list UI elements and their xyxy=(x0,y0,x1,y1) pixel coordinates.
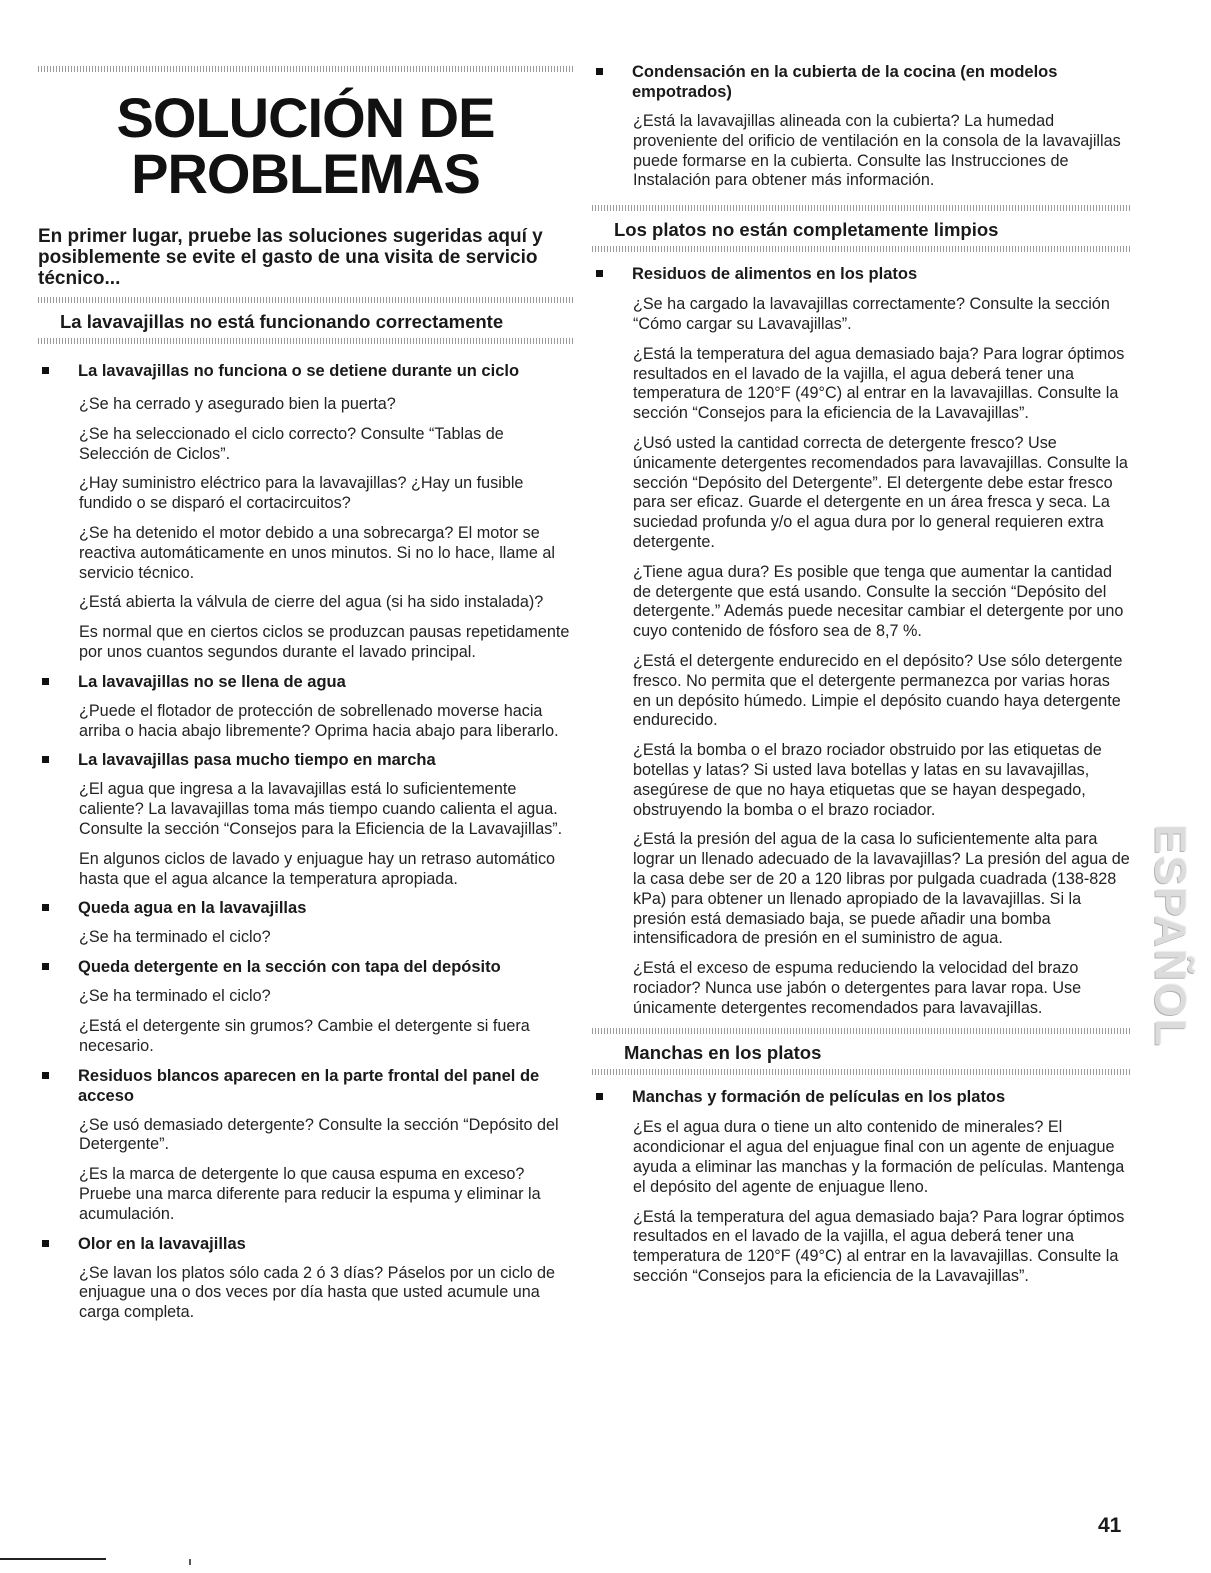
problem-text: ¿Es la marca de detergente lo que causa espuma en exceso? Pruebe una marca diferente para reducir la espuma y eliminar la acumulación. xyxy=(79,1165,541,1223)
page-number: 41 xyxy=(1098,1514,1122,1537)
problem-text: ¿Se ha terminado el ciclo? xyxy=(79,928,271,947)
section-heading: Manchas en los platos xyxy=(624,1042,822,1064)
problem-text: ¿Está el exceso de espuma reduciendo la velocidad del brazo rociador? Nunca use jabón o detergentes para lavar ropa. Use únicamente detergentes recomendados para lavavajillas. xyxy=(633,959,1082,1017)
bullet-square xyxy=(42,1240,49,1247)
bullet-square xyxy=(596,68,603,75)
problem-heading: Olor en la lavavajillas xyxy=(38,1234,573,1254)
problem-text: ¿El agua que ingresa a la lavavajillas está lo suficientemente caliente? La lavavajillas toma más tiempo cuando calienta el agua. Consulte la sección “Consejos para la Eficiencia de la Lavavajillas”. xyxy=(79,780,563,838)
title-line-1: SOLUCIÓN DE xyxy=(116,86,495,149)
language-side-tab xyxy=(1146,812,1195,1060)
problem-text: Es normal que en ciertos ciclos se produzcan pausas repetidamente por unos cuantos segundos durante el lavado principal. xyxy=(79,623,570,661)
problem-text: ¿Se lavan los platos sólo cada 2 ó 3 días? Páselos por un ciclo de enjuague una o dos veces por día hasta que usted acumule una carga completa. xyxy=(79,1263,556,1322)
right-column xyxy=(592,0,1130,1287)
problem-text: ¿Hay suministro eléctrico para la lavavajillas? ¿Hay un fusible fundido o se disparó el cortacircuitos? xyxy=(79,474,524,513)
problem-text: ¿Está el detergente endurecido en el depósito? Use sólo detergente fresco. No permita que el detergente permanezca por varias horas en un depósito húmedo. Limpie el depósito cuando haya detergente endurecido. xyxy=(633,651,1123,730)
bullet-square xyxy=(596,270,603,277)
problem-heading: Residuos de alimentos en los platos xyxy=(592,264,1130,284)
bullet-square xyxy=(42,963,49,970)
section-divider-top xyxy=(592,205,1130,211)
problem-text: ¿Es el agua dura o tiene un alto contenido de minerales? El acondicionar el agua del enjuague final con un agente de enjuague ayuda a eliminar las manchas y la formación de películas. Mantenga el depósito del agente de enjuague lleno. xyxy=(633,1118,1125,1196)
bullet-square xyxy=(42,678,49,685)
problem-text: ¿Está abierta la válvula de cierre del agua (si ha sido instalada)? xyxy=(79,593,544,612)
problem-text: ¿Puede el flotador de protección de sobrellenado moverse hacia arriba o hacia abajo libremente? Oprima hacia abajo para liberarlo. xyxy=(79,701,559,740)
footer-tick xyxy=(189,1559,191,1565)
section-divider-bottom xyxy=(592,1069,1130,1075)
problem-text: ¿Se ha cargado la lavavajillas correctamente? Consulte la sección “Cómo cargar su Lavavajillas”. xyxy=(633,295,1110,333)
problem-text: En algunos ciclos de lavado y enjuague hay un retraso automático hasta que el agua alcance la temperatura apropiada. xyxy=(79,849,556,888)
problem-heading: Condensación en la cubierta de la cocina (en modelos empotrados) xyxy=(592,62,1130,102)
bullet-square xyxy=(42,756,49,763)
bullet-square xyxy=(42,367,49,374)
bullet-square xyxy=(596,1093,603,1100)
problem-text: ¿Está la temperatura del agua demasiado baja? Para lograr óptimos resultados en el lavado de la vajilla, el agua deberá tener una temperatura de 120°F (49°C) al entrar en la lavavajillas. Consulte la sección “Consejos para la eficiencia de la Lavavajillas”. xyxy=(633,1207,1125,1286)
problem-text: ¿Está la lavavajillas alineada con la cubierta? La humedad proveniente del orificio de ventilación en la consola de la lavavajillas puede formarse en la cubierta. Consulte las Instrucciones de Instalación para obtener más información. xyxy=(633,112,1121,190)
top-divider xyxy=(38,66,573,72)
section-divider-bottom xyxy=(592,246,1130,252)
section-divider-bottom xyxy=(38,338,573,344)
problem-text: ¿Se ha cerrado y asegurado bien la puerta? xyxy=(79,395,396,413)
problem-text: ¿Está la presión del agua de la casa lo suficientemente alta para lograr un llenado adecuado de la lavavajillas? La presión del agua de la casa debe ser de 20 a 120 libras por pulgada cuadrada (138-828 kPa) para obtener un llenado apropiado de la lavavajillas. Si la presión está demasiado baja, se puede añadir una bomba intensificadora de presión en el suministro de agua. xyxy=(633,830,1130,948)
problem-text: ¿Se ha seleccionado el ciclo correcto? Consulte “Tablas de Selección de Ciclos”. xyxy=(79,424,504,463)
page-title xyxy=(38,86,573,205)
problem-heading: La lavavajillas pasa mucho tiempo en marcha xyxy=(38,750,573,770)
problem-heading: Queda detergente en la sección con tapa del depósito xyxy=(38,957,573,977)
left-column xyxy=(38,0,573,1323)
footer-rule xyxy=(0,1558,106,1560)
problem-heading: Queda agua en la lavavajillas xyxy=(38,898,573,918)
problem-text: ¿Se ha detenido el motor debido a una sobrecarga? El motor se reactiva automáticamente en unos minutos. Si no lo hace, llame al servicio técnico. xyxy=(79,523,555,582)
section-heading: Los platos no están completamente limpios xyxy=(614,219,999,241)
problem-heading: La lavavajillas no funciona o se detiene durante un ciclo xyxy=(38,361,573,381)
problem-heading: La lavavajillas no se llena de agua xyxy=(38,672,573,692)
problem-text: ¿Está la temperatura del agua demasiado baja? Para lograr óptimos resultados en el lavado de la vajilla, el agua deberá tener una temperatura de 120°F (49°C) al entrar en la lavavajillas. Consulte la sección “Consejos para la eficiencia de la Lavavajillas”. xyxy=(633,344,1125,423)
section-divider-top xyxy=(592,1028,1130,1034)
bullet-square xyxy=(42,904,49,911)
bullet-square xyxy=(42,1072,49,1079)
section-heading: La lavavajillas no está funcionando correctamente xyxy=(60,311,504,332)
section-divider-top xyxy=(38,297,573,303)
problem-text: ¿Usó usted la cantidad correcta de detergente fresco? Use únicamente detergentes recomendados para lavavajillas. Consulte la sección “Depósito del Detergente”. El detergente debe estar fresco para ser eficaz. Guarde el detergente en un área fresca y seca. La suciedad profunda y/o el agua dura por lo general requieren extra detergente. xyxy=(633,433,1128,551)
title-line-2: PROBLEMAS xyxy=(131,142,480,205)
problem-text: ¿Está el detergente sin grumos? Cambie el detergente si fuera necesario. xyxy=(79,1016,530,1055)
problem-text: ¿Tiene agua dura? Es posible que tenga que aumentar la cantidad de detergente que está usando. Consulte la sección “Depósito del detergente.” Además puede necesitar cambiar el detergente por uno cuyo contenido de fósforo sea de 8,7 %. xyxy=(633,562,1124,641)
problem-heading: Residuos blancos aparecen en la parte frontal del panel de acceso xyxy=(38,1066,573,1106)
problem-text: ¿Se ha terminado el ciclo? xyxy=(79,987,271,1006)
language-tab-label: ESPAÑOL xyxy=(1146,824,1195,1048)
intro-text: En primer lugar, pruebe las soluciones sugeridas aquí y posiblemente se evite el gasto de una visita de servicio técnico... xyxy=(38,226,543,289)
problem-text: ¿Se usó demasiado detergente? Consulte la sección “Depósito del Detergente”. xyxy=(79,1115,559,1154)
problem-heading: Manchas y formación de películas en los platos xyxy=(592,1087,1130,1107)
problem-text: ¿Está la bomba o el brazo rociador obstruido por las etiquetas de botellas y latas? Si usted lava botellas y latas en su lavavajillas, asegúrese de que no haya etiquetas que se hayan despegado, obstruyendo la bomba o el brazo rociador. xyxy=(633,741,1102,819)
